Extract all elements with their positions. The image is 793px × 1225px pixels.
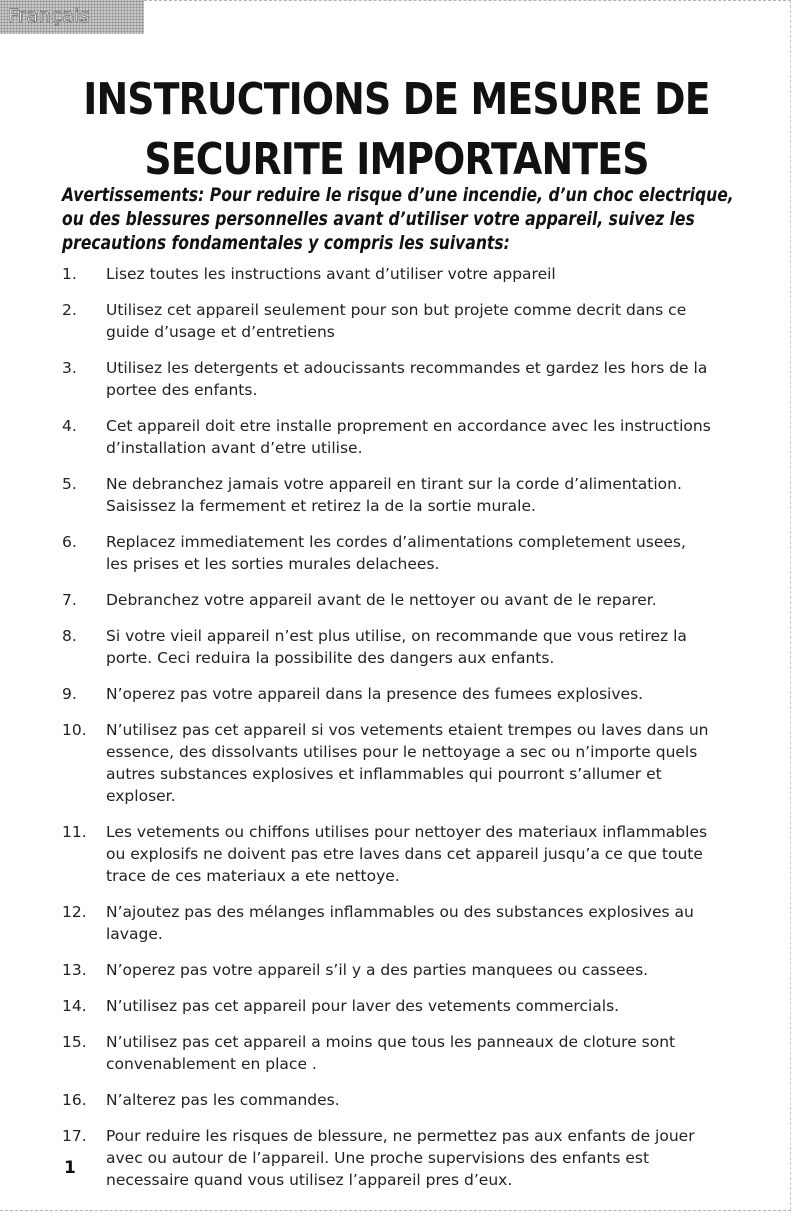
item-number: 15. [62,1033,87,1051]
item-text: Si votre vieil appareil n’est plus utilise, on recommande que vous retirez la porte. Ceci reduira la possibilite des dangers aux enfants. [106,627,687,667]
item-text: N’utilisez pas cet appareil si vos vetements etaient trempes ou laves dans un essence, des dissolvants utilises pour le nettoyage a sec ou n’importe quels autres substances explosives et inflammables qui pourront s’allumer et exploser. [106,721,709,805]
item-number: 4. [62,417,77,435]
item-text: N’ajoutez pas des mélanges inflammables ou des substances explosives au lavage. [106,903,694,943]
item-text: Cet appareil doit etre installe proprement en accordance avec les instructions d’installation avant d’etre utilise. [106,417,711,457]
item-text: Utilisez cet appareil seulement pour son but projete comme decrit dans ce guide d’usage et d’entretiens [106,301,687,341]
item-number: 16. [62,1091,87,1109]
item-number: 9. [62,685,77,703]
item-text: Ne debranchez jamais votre appareil en tirant sur la corde d’alimentation. Saisissez la fermement et retirez la de la sortie murale. [106,475,682,515]
item-number: 1. [62,265,77,283]
page-title: INSTRUCTIONS DE MESURE DE SECURITE IMPORTANTES [83,74,710,185]
item-number: 6. [62,533,77,551]
list-item [62,263,712,285]
page-number: 1 [64,1158,76,1178]
item-number: 13. [62,961,87,979]
item-text: Lisez toutes les instructions avant d’utiliser votre appareil [106,265,556,283]
item-number: 2. [62,301,77,319]
list-item [62,901,712,945]
list-item [62,299,712,343]
language-tab [0,0,144,34]
right-border [790,0,791,1210]
item-text: N’operez pas votre appareil s’il y a des parties manquees ou cassees. [106,961,649,979]
list-item [62,531,712,575]
item-text: N’operez pas votre appareil dans la presence des fumees explosives. [106,685,644,703]
bottom-border [0,1210,791,1211]
list-item [62,415,712,459]
item-number: 10. [62,721,87,739]
item-number: 11. [62,823,87,841]
list-item [62,1089,712,1111]
list-item [62,1125,712,1191]
list-item [62,473,712,517]
item-text: N’utilisez pas cet appareil a moins que tous les panneaux de cloture sont convenablement en place . [106,1033,676,1073]
item-text: Utilisez les detergents et adoucissants recommandes et gardez les hors de la portee des enfants. [106,359,708,399]
language-label: Français [8,5,91,27]
item-number: 7. [62,591,77,609]
item-text: Les vetements ou chiffons utilises pour nettoyer des materiaux inflammables ou explosifs ne doivent pas etre laves dans cet appareil jusqu’a ce que toute trace de ces materiaux a ete nettoye. [106,823,708,885]
item-number: 14. [62,997,87,1015]
warning-text: Avertissements: Pour reduire le risque d’une incendie, d’un choc electrique, ou des blessures personnelles avant d’utiliser votre appareil, suivez les precautions fondamentales y compris les suivants: [62,184,734,254]
item-number: 5. [62,475,77,493]
item-number: 12. [62,903,87,921]
list-item [62,1031,712,1075]
item-text: Pour reduire les risques de blessure, ne permettez pas aux enfants de jouer avec ou autour de l’appareil. Une proche supervisions des enfants est necessaire quand vous utilisez l’appareil pres d’eux. [106,1127,695,1189]
list-item [62,719,712,807]
list-item [62,357,712,401]
item-number: 17. [62,1127,87,1145]
item-text: N’utilisez pas cet appareil pour laver des vetements commercials. [106,997,620,1015]
list-item [62,821,712,887]
list-item [62,589,712,611]
list-item [62,683,712,705]
instruction-list [62,263,712,1205]
list-item [62,959,712,981]
top-border [144,0,791,1]
list-item [62,625,712,669]
item-text: Debranchez votre appareil avant de le nettoyer ou avant de le reparer. [106,591,657,609]
item-number: 8. [62,627,77,645]
list-item [62,995,712,1017]
item-text: Replacez immediatement les cordes d’alimentations completement usees, les prises et les sorties murales delachees. [106,533,686,573]
item-number: 3. [62,359,77,377]
item-text: N’alterez pas les commandes. [106,1091,340,1109]
